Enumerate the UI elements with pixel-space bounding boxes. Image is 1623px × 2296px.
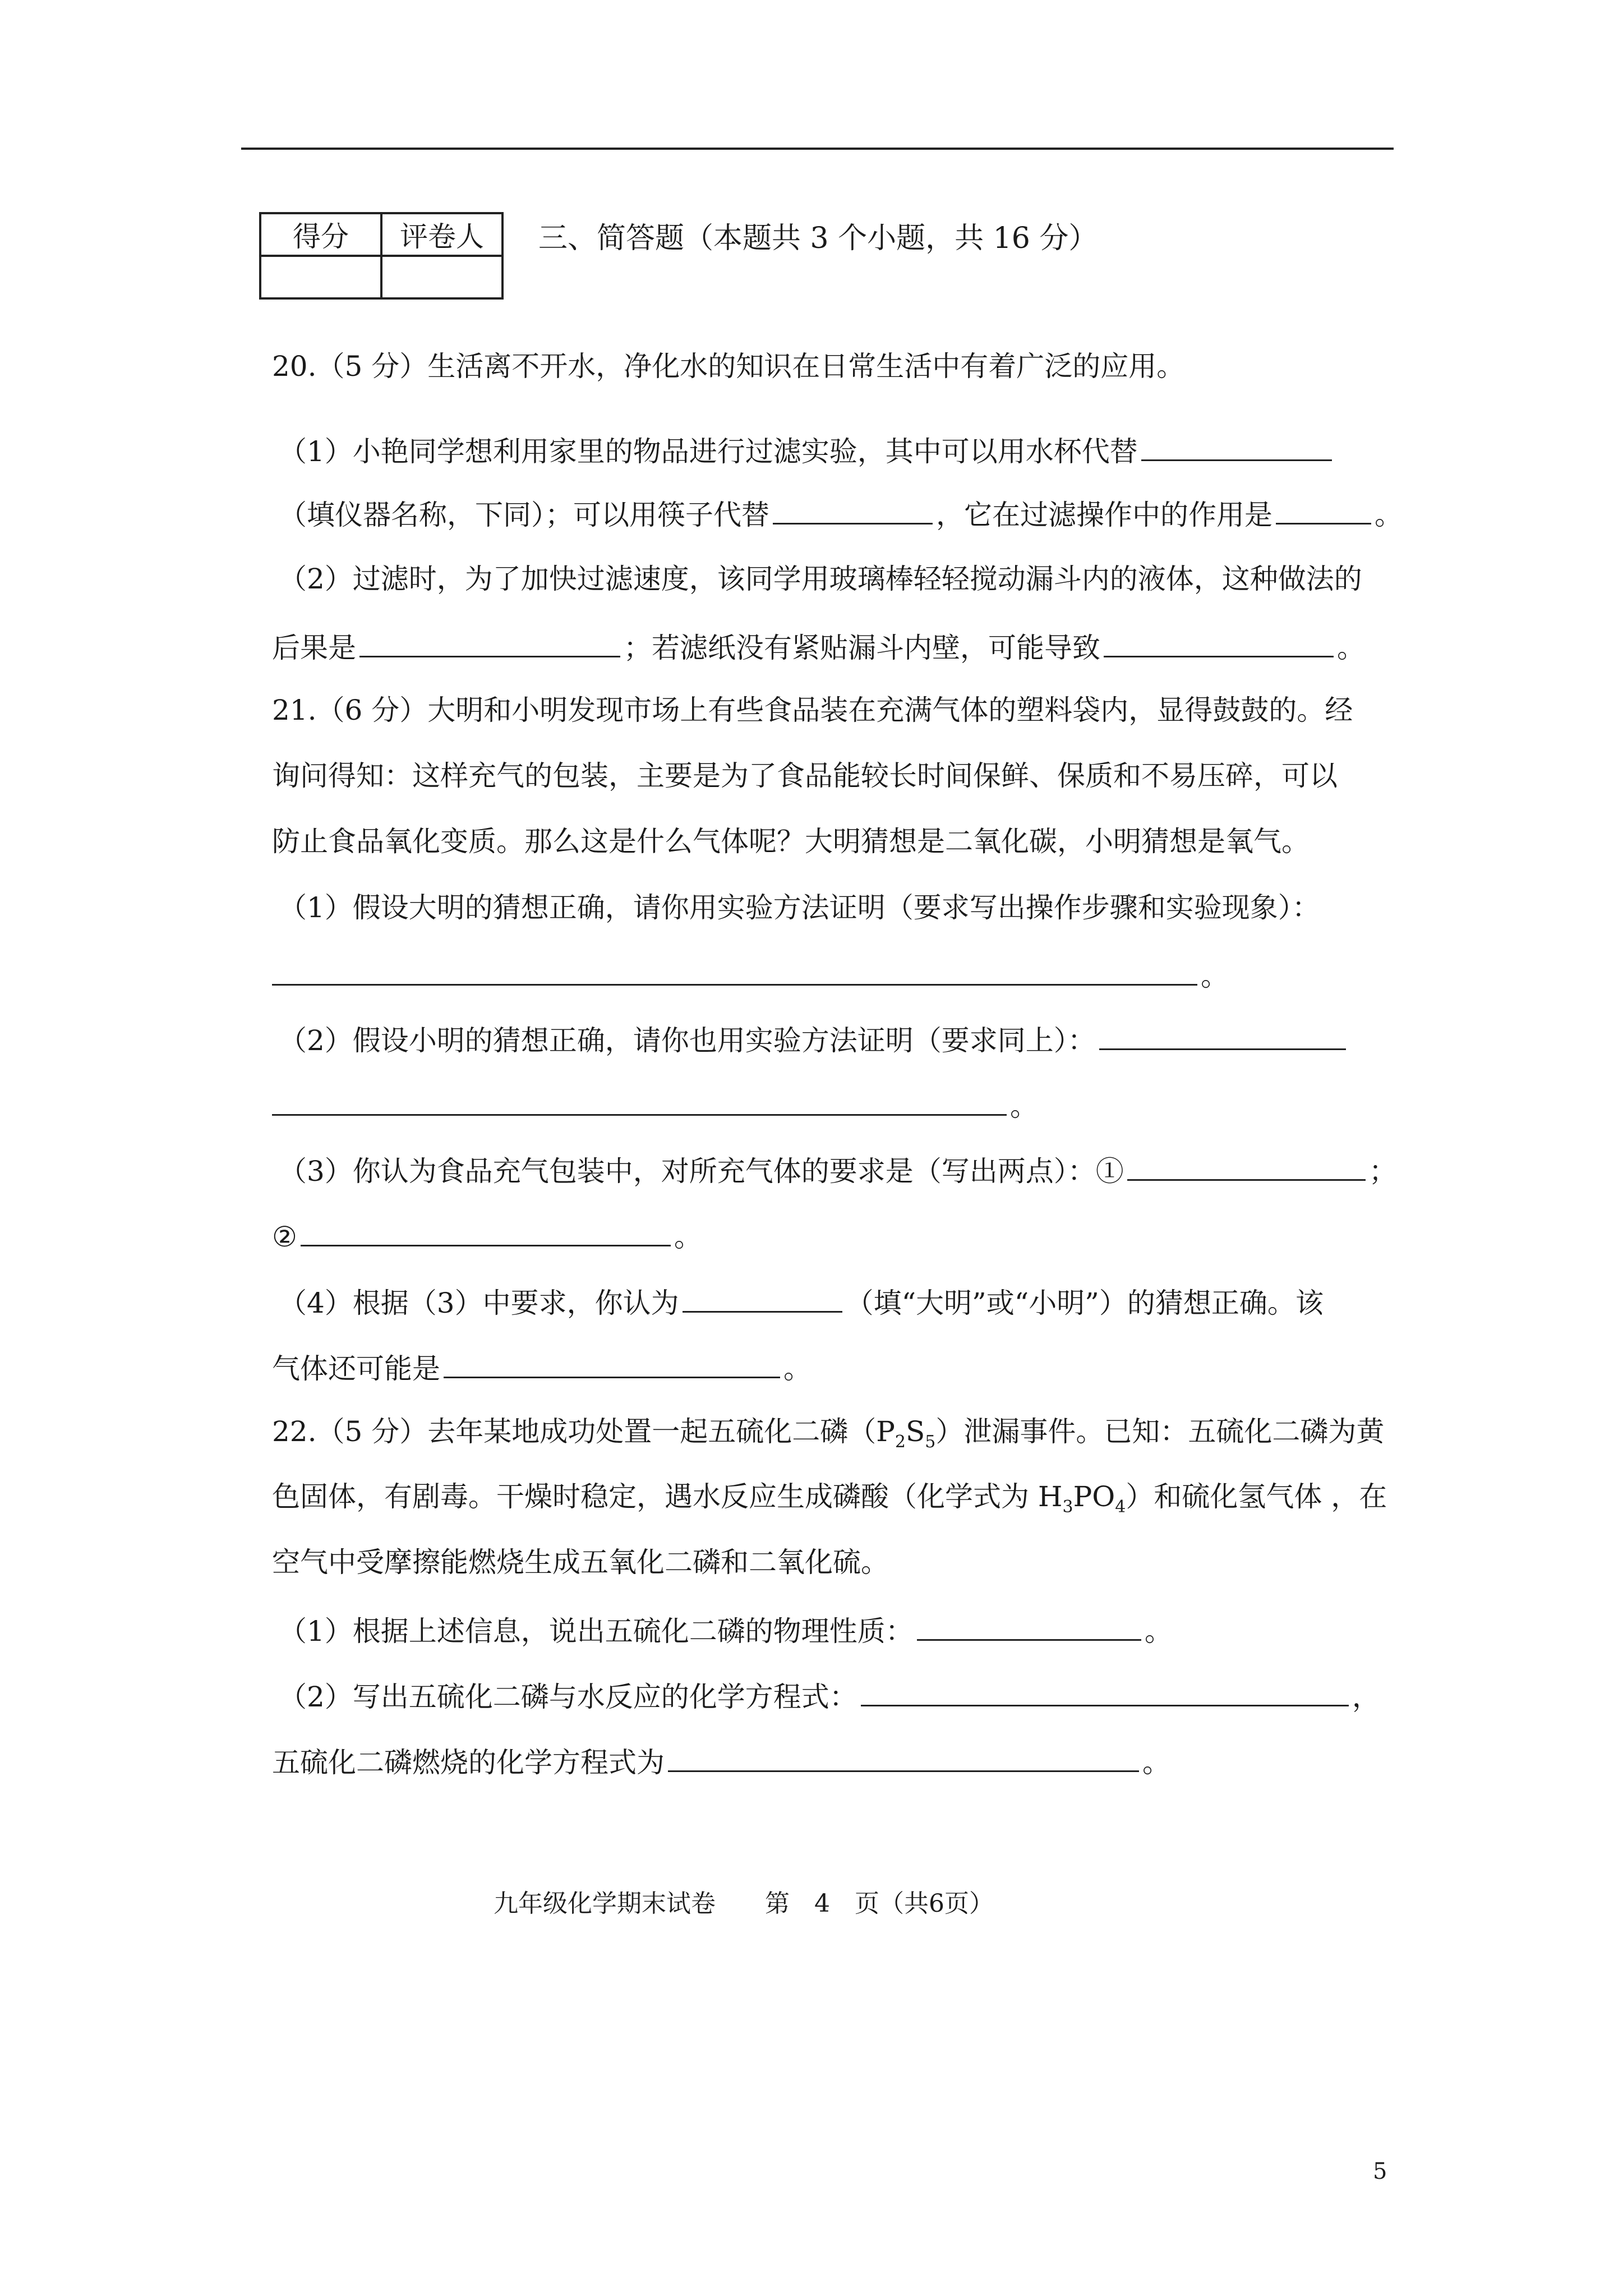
q21-p2-period: 。 — [1010, 1090, 1038, 1122]
q21-blank-req-2[interactable] — [301, 1220, 671, 1246]
q20-p2-text-c: ；若滤纸没有紧贴漏斗内壁，可能导致 — [624, 632, 1100, 664]
q22-formula-sub-3: 3 — [1062, 1497, 1073, 1517]
q22-stem-1-text-b: ）泄漏事件。已知：五硫化二磷为黄 — [935, 1415, 1385, 1448]
q22-stem-1 — [272, 1415, 1385, 1452]
section-title: 三、简答题（本题共 3 个小题，共 16 分） — [538, 222, 1098, 255]
q22-formula-sub-4: 4 — [1115, 1497, 1126, 1517]
q22-stem-1-text-a: 22.（5 分）去年某地成功处置一起五硫化二磷（P — [272, 1415, 895, 1448]
grader-label: 评卷人 — [381, 213, 502, 256]
q21-blank-o2-proof-b[interactable] — [272, 1089, 1007, 1116]
q20-p1-period: 。 — [1375, 499, 1403, 531]
q20-p1-line2 — [279, 498, 1403, 529]
q21-p1: （1）假设大明的猜想正确，请你用实验方法证明（要求写出操作步骤和实验现象）： — [279, 891, 1320, 924]
q20-p1-text-a: （1）小艳同学想利用家里的物品进行过滤实验，其中可以用水杯代替 — [279, 435, 1138, 468]
q21-blank-req-1[interactable] — [1127, 1154, 1366, 1181]
q21-p1-period: 。 — [1201, 960, 1229, 992]
q21-p4-line1 — [279, 1286, 1324, 1317]
q22-formula-po: PO — [1073, 1480, 1115, 1513]
q21-blank-o2-proof-a[interactable] — [1099, 1024, 1346, 1050]
grader-cell[interactable] — [381, 256, 502, 298]
score-label: 得分 — [260, 213, 381, 256]
q22-blank-physical[interactable] — [917, 1614, 1141, 1641]
q21-p2-text: （2）假设小明的猜想正确，请你也用实验方法证明（要求同上）： — [279, 1024, 1096, 1057]
q20-p1-text-c: ，它在过滤操作中的作用是 — [936, 499, 1272, 531]
top-rule — [241, 148, 1394, 150]
q21-p3-text-b: ② — [272, 1221, 297, 1253]
q20-p2-line2 — [272, 631, 1365, 662]
q20-p2-line1: （2）过滤时，为了加快过滤速度，该同学用玻璃棒轻轻搅动漏斗内的液体，这种做法的 — [279, 563, 1362, 595]
q21-p3-line2 — [272, 1220, 702, 1251]
q20-blank-consequence[interactable] — [359, 631, 620, 657]
page-number: 5 — [1373, 2159, 1387, 2184]
q22-blank-combustion-eq[interactable] — [668, 1746, 1139, 1772]
q21-p3-period: 。 — [674, 1221, 702, 1253]
q20-p1-text-b: （填仪器名称，下同）；可以用筷子代替 — [279, 499, 769, 531]
q21-p4-text-c: 气体还可能是 — [272, 1352, 440, 1385]
q21-p2-line1 — [279, 1024, 1349, 1055]
q21-stem-1: 21.（6 分）大明和小明发现市场上有些食品装在充满气体的塑料袋内，显得鼓鼓的。经 — [272, 694, 1353, 726]
q21-p4-text-a: （4）根据（3）中要求，你认为 — [279, 1287, 679, 1319]
q20-blank-role[interactable] — [1276, 498, 1371, 524]
q21-stem-3: 防止食品氧化变质。那么这是什么气体呢？大明猜想是二氧化碳，小明猜想是氧气。 — [272, 825, 1310, 858]
q21-p3-line1 — [279, 1154, 1397, 1188]
q22-formula-s: S — [905, 1415, 925, 1448]
q21-p3-semicolon: ； — [1368, 1155, 1397, 1188]
q20-blank-result[interactable] — [1104, 631, 1334, 657]
q22-p2-text: （2）写出五硫化二磷与水反应的化学方程式： — [279, 1681, 857, 1713]
q21-p4-period: 。 — [783, 1352, 811, 1385]
q22-p1 — [279, 1614, 1173, 1648]
q22-formula-sub-1: 2 — [895, 1432, 906, 1452]
q21-p3-text-a: （3）你认为食品充气包装中，对所充气体的要求是（写出两点）：① — [279, 1155, 1124, 1188]
q20-stem: 20.（5 分）生活离不开水，净化水的知识在日常生活中有着广泛的应用。 — [272, 350, 1185, 383]
q22-stem-3: 空气中受摩擦能燃烧生成五氧化二磷和二氧化硫。 — [272, 1546, 889, 1579]
q22-stem-2-text-a: 色固体，有剧毒。干燥时稳定，遇水反应生成磷酸（化学式为 H — [272, 1480, 1063, 1513]
q20-blank-cup[interactable] — [1141, 435, 1332, 461]
q22-blank-water-eq[interactable] — [861, 1680, 1349, 1706]
q21-blank-co2-proof[interactable] — [272, 959, 1197, 986]
q20-p2-text-b: 后果是 — [272, 632, 356, 664]
q22-stem-2-text-b: ）和硫化氢气体 ，在 — [1126, 1480, 1387, 1513]
q22-p1-period: 。 — [1144, 1615, 1173, 1648]
q20-p2-period: 。 — [1337, 632, 1365, 664]
q21-p1-answer-line — [272, 959, 1229, 990]
q21-p4-text-b: （填“大明”或“小明”）的猜想正确。该 — [845, 1287, 1324, 1319]
q21-blank-other-gas[interactable] — [444, 1352, 780, 1378]
q22-formula-sub-2: 5 — [925, 1432, 936, 1452]
page-footer: 九年级化学期末试卷 第 4 页（共6页） — [494, 1889, 994, 1918]
q21-stem-2: 询问得知：这样充气的包装，主要是为了食品能较长时间保鲜、保质和不易压碎，可以 — [272, 760, 1338, 792]
q22-p2 — [279, 1680, 1380, 1711]
q21-blank-who[interactable] — [683, 1286, 842, 1313]
q22-stem-2 — [272, 1480, 1387, 1517]
score-table — [259, 212, 504, 300]
q22-p3-text: 五硫化二磷燃烧的化学方程式为 — [272, 1746, 665, 1779]
q21-p4-line2 — [272, 1352, 811, 1383]
q20-p1-line1 — [279, 435, 1335, 466]
q22-p3-period: 。 — [1142, 1746, 1170, 1779]
score-cell[interactable] — [260, 256, 381, 298]
q21-p2-line2 — [272, 1089, 1038, 1120]
q22-p3 — [272, 1746, 1170, 1777]
q20-blank-chopsticks[interactable] — [773, 498, 933, 524]
q22-p1-text: （1）根据上述信息，说出五硫化二磷的物理性质： — [279, 1615, 914, 1648]
q22-p2-comma: ， — [1352, 1681, 1380, 1713]
